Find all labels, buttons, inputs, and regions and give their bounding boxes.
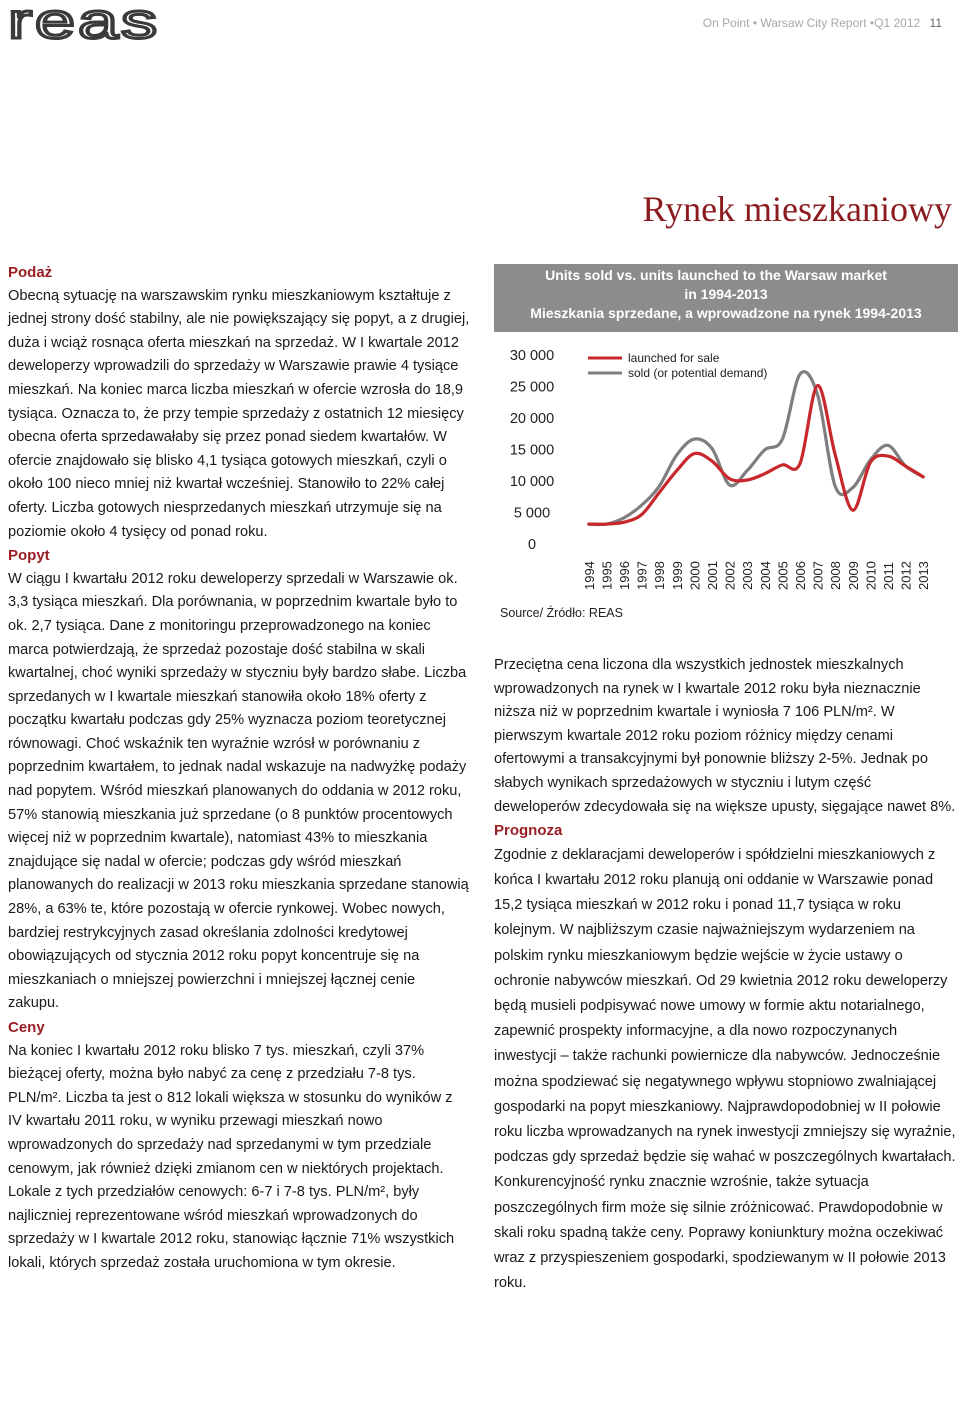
line-chart [494,336,958,596]
reas-logo [8,4,164,44]
svg-text:reas: reas [8,4,160,44]
x-tick-label: 2007 [810,561,826,590]
legend-label: sold (or potential demand) [628,366,768,380]
section-title: Rynek mieszkaniowy [642,189,952,229]
x-tick-label: 2010 [863,561,879,590]
y-tick-label: 0 [527,537,537,553]
x-tick-label: 1995 [599,561,615,590]
y-tick-label: 30 000 [509,348,555,364]
popyt-paragraph: W ciągu I kwartału 2012 roku deweloperzy sprzedali w Warszawie ok. 3,3 tysiąca mieszkań. Dla porównania, w poprzednim kwartale było to ok. 2,7 tysiąca. Dane z monitoringu przeprowadzonego na koniec marca potwierdzają, że sprzedaż pozostaje dość stabilna w skali kwartalnej, choć wyniki sprzedaży w styczniu były bardzo słabe. Liczba sprzedanych w I kwartale mieszkań stanowiła około 18% oferty z początku kwartału podczas gdy 25% wyznacza poziom teoretycznej równowagi. Choć wskaźnik ten wyraźnie wzrósł w porównaniu z poprzednim kwartałem, to jednak nadal wskazuje na nadwyżkę podaży nad popytem. Wśród mieszkań planowanych do oddania w 2012 roku, 57% stanowią mieszkania już sprzedane (o 8 punktów procentowych więcej niż w poprzednim kwartale), natomiast 43% to mieszkania znajdujące się nadal w ofercie; podczas gdy wśród mieszkań planowanych do realizacji w 2013 roku mieszkania sprzedane stanowią 28%, a 63% te, które pozostają w ofercie rynkowej. Wobec nowych, bardziej restrykcyjnych zasad określania zdolności kredytowej obowiązujących od stycznia 2012 roku popyt koncentruje się na mieszkaniach o mniejszej powierzchni i mniejszej łącznej cenie zakupu. [8,570,469,1012]
chart-source: Source/ Źródło: REAS [500,606,623,620]
x-tick-label: 2013 [916,561,932,590]
y-tick-label: 5 000 [513,505,551,522]
x-tick-label: 2003 [740,561,756,590]
chart-title-line1: Units sold vs. units launched to the Warsaw market [545,267,887,283]
ceny-heading: Ceny [8,1019,45,1036]
prognoza-paragraph: Zgodnie z deklaracjami deweloperów i spółdzielni mieszkaniowych z końca I kwartału 2012 roku planują oni oddanie w Warszawie ponad 15,2 tysiąca mieszkań w 2012 roku i ponad 11,7 tysiąca w roku kolejnym. W najbliższym czasie najważniejszym wydarzeniem na polskim rynku mieszkaniowym będzie wejście w życie ustawy o ochronie nabywców mieszkań. Od 29 kwietnia 2012 roku deweloperzy będą musieli podpisywać nowe umowy w formie aktu notarialnego, zapewnić prospekty informacyjne, a dla nowo rozpoczynanych inwestycji – także rachunki powiernicze dla nabywców. Jednocześnie można spodziewać się negatywnego wpływu stopniowo zwalniającej gospodarki na popyt mieszkaniowy. Najprawdopodobniej w II połowie roku liczba wprowadzanych na rynek inwestycji zmniejszy się wyraźnie, podczas gdy sprzedaż będzie się wahać w poszczególnych kwartałach. Konkurencyjność rynku znacznie wzrośnie, także sytuacja poszczególnych firm może się silnie zróżnicować. Prawdopodobnie w skali roku spadną także ceny. Poprawy koniunktury można oczekiwać wraz z przyspieszeniem gospodarki, spodziewanym w II połowie 2013 roku. [494,846,956,1292]
x-tick-label: 2001 [705,561,720,590]
y-tick-label: 15 000 [509,442,555,459]
x-tick-label: 1996 [617,561,632,590]
x-tick-label: 1994 [581,561,597,590]
x-tick-label: 1998 [652,561,668,590]
legend-label: launched for sale [628,351,720,365]
x-tick-label: 2011 [881,562,896,590]
page-number: 11 [929,16,942,30]
x-tick-label: 2000 [687,561,703,590]
report-header [703,16,942,30]
x-tick-label: 2002 [722,561,738,590]
x-tick-label: 2004 [757,561,773,590]
popyt-heading: Popyt [8,547,50,565]
left-column [8,261,470,1276]
x-tick-label: 2008 [828,561,844,590]
x-tick-label: 2009 [845,561,861,590]
right-column [494,654,956,1296]
chart-title-line3: Mieszkania sprzedane, a wprowadzone na rynek 1994-2013 [530,305,922,321]
y-tick-label: 10 000 [509,474,555,490]
x-tick-label: 1999 [669,561,685,590]
y-tick-label: 25 000 [509,379,555,396]
ceny-paragraph: Na koniec I kwartału 2012 roku blisko 7 tys. mieszkań, czyli 37% bieżącej oferty, można było nabyć za cenę z przedziału 7-8 tys. PLN/m². Liczba ta jest o 812 lokali większa w stosunku do wyników z IV kwartału 2011 roku, w wyniku przewagi mieszkań nowo wprowadzonych do sprzedaży nad sprzedanymi w tym przedziale cenowym, jak również dzięki zmianom cen w niektórych projektach. Lokale z tych przedziałów cenowych: 6-7 i 7-8 tys. PLN/m², były najliczniej reprezentowane wśród mieszkań wprowadzonych do sprzedaży w I kwartale 2012 roku, stanowiąc łącznie 71% wszystkich lokali, których sprzedaż została uruchomiona w tym okresie. [8,1042,455,1271]
podaz-heading: Podaż [8,264,53,281]
x-tick-label: 2012 [898,561,914,590]
prognoza-heading: Prognoza [494,822,563,840]
series-line-sold [589,372,923,525]
chart-title-line2: in 1994-2013 [684,286,768,302]
x-tick-label: 1997 [634,561,650,590]
report-info: On Point • Warsaw City Report •Q1 2012 [702,16,921,30]
y-tick-label: 20 000 [509,411,555,427]
chart-title-box [494,264,958,332]
podaz-paragraph: Obecną sytuację na warszawskim rynku mieszkaniowym kształtuje z jednej strony dość stabilny, ale nie powiększający się popyt, a z drugiej, duża i wciąż rosnąca oferta mieszkań na sprzedaż. W I kwartale 2012 deweloperzy wprowadzili do sprzedaży w Warszawie prawie 4 tysiące mieszkań. Na koniec marca liczba mieszkań w ofercie wzrosła do 18,9 tysiąca. Oznacza to, że przy tempie sprzedaży z ostatnich 12 miesięcy obecna oferta sprzedawałaby się przez ponad siedem kwartałów. W ofercie znajdowało się blisko 4,1 tysiąca gotowych mieszkań, czyli o około 100 nieco mniej niż kwartał wcześniej. Stanowiło to 22% całej oferty. Liczba gotowych niesprzedanych mieszkań utrzymuje się na poziomie około 4 tysięcy od ponad roku. [8,287,470,540]
ceny-continued-paragraph: Przeciętna cena liczona dla wszystkich jednostek mieszkalnych wprowadzonych na rynek w I kwartale 2012 roku była nieznacznie niższa niż w poprzednim kwartale i wyniosła 7 106 PLN/m². W pierwszym kwartale 2012 roku poziom różnicy między cenami ofertowymi a transakcyjnymi był ponownie bliższy 2-5%. Jednak po słabych wynikach sprzedażowych w styczniu i lutym część deweloperów zdecydowała się na większe upusty, sięgające nawet 8%. [494,657,956,815]
x-tick-label: 2006 [793,561,808,590]
x-tick-label: 2005 [775,561,791,590]
